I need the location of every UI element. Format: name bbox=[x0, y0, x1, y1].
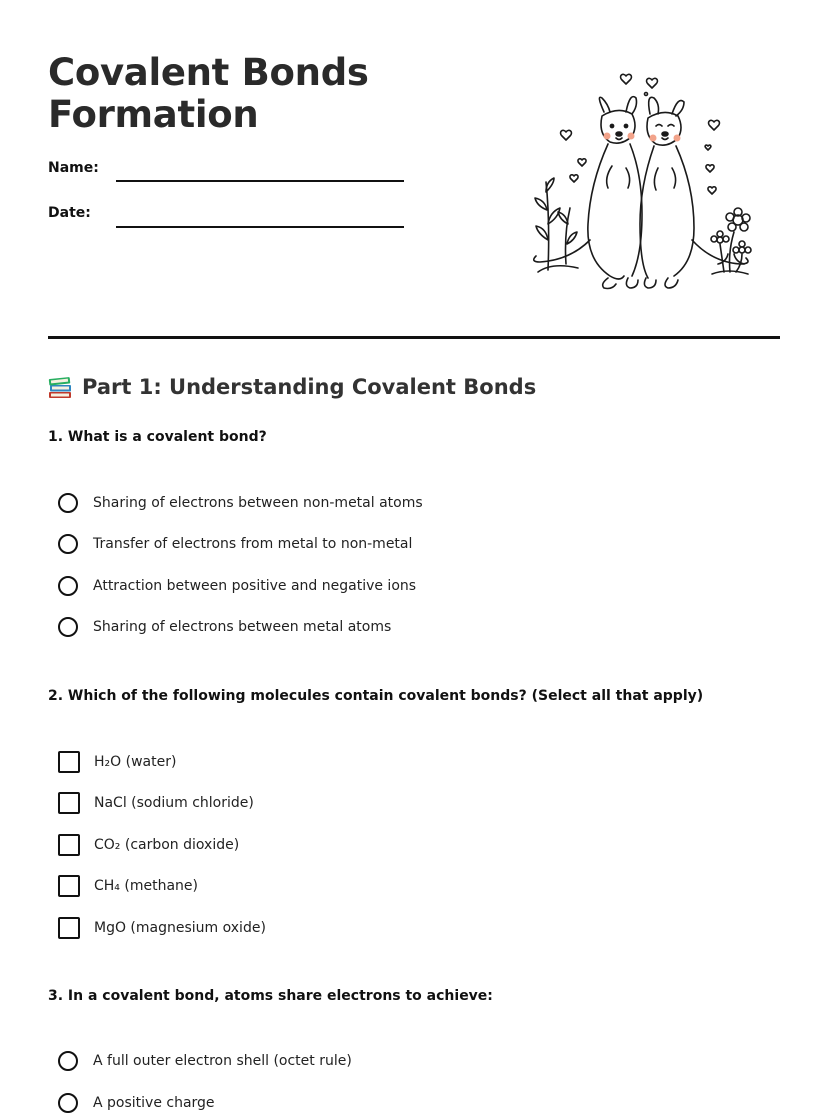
q3-option-1[interactable] bbox=[58, 1049, 352, 1073]
radio-button[interactable] bbox=[58, 1051, 78, 1071]
option-label: Sharing of electrons between non-metal atoms bbox=[93, 495, 423, 511]
option-label: NaCl (sodium chloride) bbox=[94, 795, 254, 811]
q1-option-3[interactable] bbox=[58, 574, 416, 598]
option-label: Sharing of electrons between metal atoms bbox=[93, 619, 392, 635]
question-2-prompt: 2. Which of the following molecules contain covalent bonds? (Select all that apply) bbox=[48, 688, 704, 704]
radio-button[interactable] bbox=[58, 493, 78, 513]
date-label: Date: bbox=[48, 205, 91, 221]
q2-option-1[interactable] bbox=[58, 750, 176, 774]
option-label: H₂O (water) bbox=[94, 754, 177, 770]
q1-option-1[interactable] bbox=[58, 491, 423, 515]
radio-button[interactable] bbox=[58, 576, 78, 596]
q3-option-2[interactable] bbox=[58, 1091, 215, 1115]
checkbox[interactable] bbox=[58, 751, 80, 773]
option-label: A positive charge bbox=[93, 1095, 215, 1111]
checkbox[interactable] bbox=[58, 875, 80, 897]
checkbox[interactable] bbox=[58, 792, 80, 814]
part1-title: Part 1: Understanding Covalent Bonds bbox=[82, 375, 537, 399]
books-icon bbox=[48, 374, 72, 400]
name-label: Name: bbox=[48, 160, 99, 176]
title-line-1: Covalent Bonds bbox=[48, 51, 369, 94]
q2-option-2[interactable] bbox=[58, 791, 254, 815]
checkbox[interactable] bbox=[58, 917, 80, 939]
q2-option-4[interactable] bbox=[58, 874, 198, 898]
option-label: CH₄ (methane) bbox=[94, 878, 198, 894]
section-divider bbox=[48, 336, 780, 339]
question-3-prompt: 3. In a covalent bond, atoms share electrons to achieve: bbox=[48, 988, 493, 1004]
option-label: Attraction between positive and negative ions bbox=[93, 578, 417, 594]
radio-button[interactable] bbox=[58, 534, 78, 554]
option-label: Transfer of electrons from metal to non-metal bbox=[93, 536, 413, 552]
q1-option-2[interactable] bbox=[58, 532, 412, 556]
part1-heading bbox=[48, 374, 536, 400]
date-field[interactable] bbox=[116, 226, 404, 228]
radio-button[interactable] bbox=[58, 1093, 78, 1113]
kangaroo-couple-illustration bbox=[528, 64, 758, 296]
option-label: CO₂ (carbon dioxide) bbox=[94, 837, 240, 853]
q2-option-3[interactable] bbox=[58, 833, 239, 857]
q1-option-4[interactable] bbox=[58, 615, 391, 639]
option-label: MgO (magnesium oxide) bbox=[94, 920, 266, 936]
name-field[interactable] bbox=[116, 180, 404, 182]
question-1-prompt: 1. What is a covalent bond? bbox=[48, 429, 267, 445]
checkbox[interactable] bbox=[58, 834, 80, 856]
title-line-2: Formation bbox=[48, 93, 259, 136]
worksheet-title bbox=[48, 52, 369, 136]
q2-option-5[interactable] bbox=[58, 916, 266, 940]
option-label: A full outer electron shell (octet rule) bbox=[93, 1053, 352, 1069]
radio-button[interactable] bbox=[58, 617, 78, 637]
